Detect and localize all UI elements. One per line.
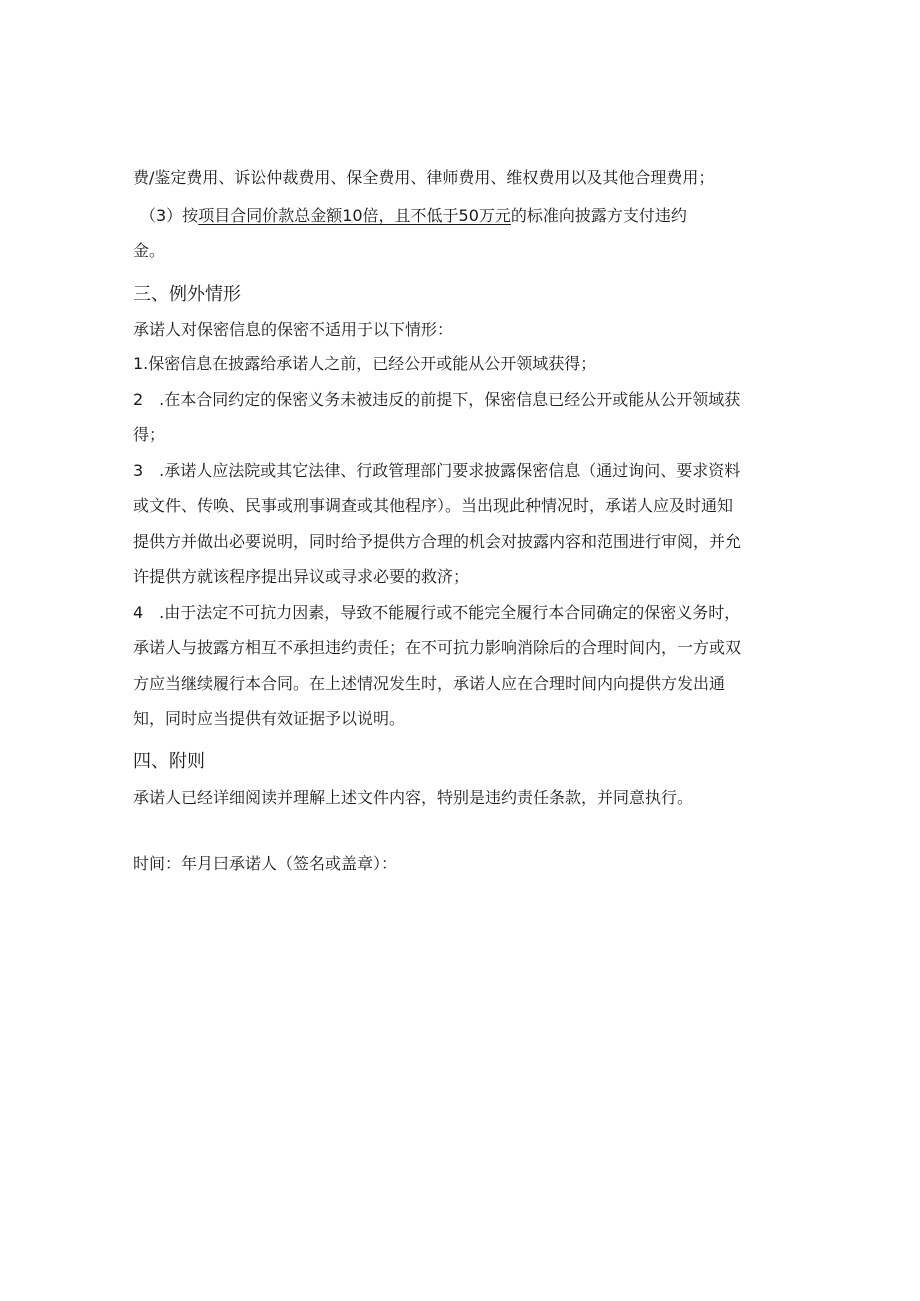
paragraph-line: 方应当继续履行本合同。在上述情况发生时，承诺人应在合理时间内向提供方发出通 xyxy=(133,674,726,693)
paragraph-line: 知，同时应当提供有效证据予以说明。 xyxy=(133,709,406,728)
paragraph-line: 承诺人与披露方相互不承担违约责任；在不可抗力影响消除后的合理时间内，一方或双 xyxy=(133,638,742,657)
section-4-body: 承诺人已经详细阅读并理解上述文件内容，特别是违约责任条款，并同意执行。 xyxy=(133,788,694,807)
paragraph-line: 3 .承诺人应法院或其它法律、行政管理部门要求披露保密信息（通过询问、要求资料 xyxy=(133,461,741,480)
section-3-heading: 三、例外情形 xyxy=(133,284,241,305)
item-3-line xyxy=(140,205,687,227)
fee-line: 费/鉴定费用、诉讼仲裁费用、保全费用、律师费用、维权费用以及其他合理费用； xyxy=(133,168,715,187)
section-4-heading: 四、附则 xyxy=(133,751,205,772)
item-3-underlined-amount: 项目合同价款总金额10倍，且不低于50万元 xyxy=(198,206,511,225)
signature-line: 时间：年月曰承诺人（签名或盖章）： xyxy=(133,854,398,873)
item-3-continuation: 金。 xyxy=(133,241,166,260)
paragraph-line: 4 .由于法定不可抗力因素，导致不能履行或不能完全履行本合同确定的保密义务时， xyxy=(133,603,741,622)
paragraph-line: 2 .在本合同约定的保密义务未被违反的前提下，保密信息已经公开或能从公开领域获 xyxy=(133,390,741,409)
item-3-suffix: 的标准向披露方支付违约 xyxy=(510,206,687,225)
paragraph-line: 1.保密信息在披露给承诺人之前，已经公开或能从公开领域获得； xyxy=(133,354,597,373)
paragraph-line: 得； xyxy=(133,425,166,444)
paragraph-line: 或文件、传唤、民事或刑事调查或其他程序）。当出现此种情况时，承诺人应及时通知 xyxy=(133,496,734,515)
item-3-prefix: （3）按 xyxy=(140,206,199,225)
paragraph-line: 提供方并做出必要说明，同时给予提供方合理的机会对披露内容和范围进行审阅，并允 xyxy=(133,532,742,551)
paragraph-line: 许提供方就该程序提出异议或寻求必要的救济； xyxy=(133,567,470,586)
section-3-intro: 承诺人对保密信息的保密不适用于以下情形： xyxy=(133,320,454,339)
